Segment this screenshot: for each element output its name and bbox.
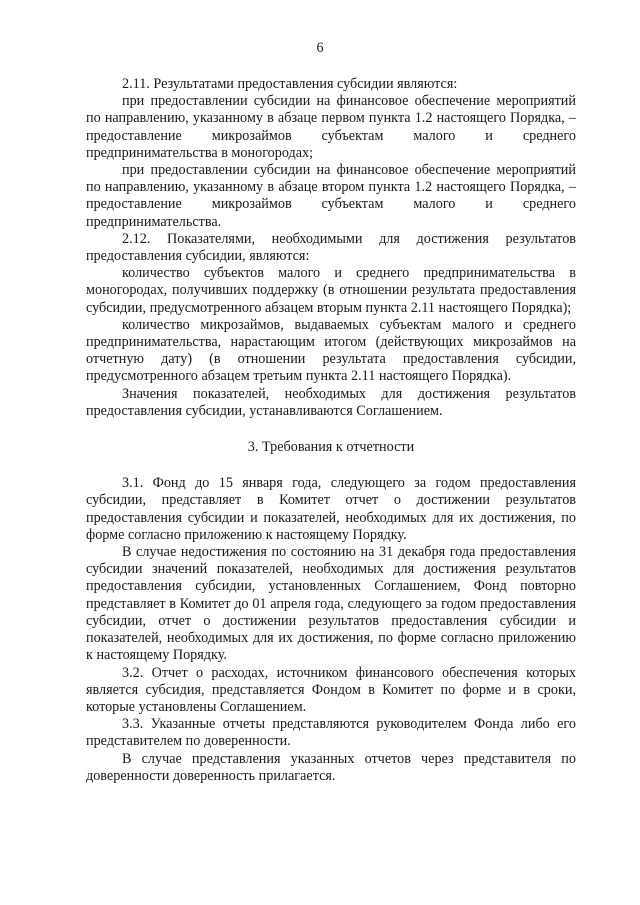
spacer: [86, 456, 576, 475]
paragraph-3-3: 3.3. Указанные отчеты представляются руководителем Фонда либо его представителем по доверенности.: [86, 716, 576, 750]
section-heading: 3. Требования к отчетности: [247, 439, 415, 456]
paragraph-3-2: 3.2. Отчет о расходах, источником финансового обеспечения которых является субсидия, представляется Фондом в Комитет по форме и в сроки, которые установлены Соглашением.: [86, 664, 576, 715]
page-number: 6: [316, 40, 324, 56]
paragraph-2-12-item-2: количество микрозаймов, выдаваемых субъектам малого и среднего предпринимательства, нарастающим итогом (действующих микрозаймов на отчетную дату) (в отношении результата предоставления субсидии, предусмотренного абзацем третьим пункта 2.11 настоящего Порядка).: [86, 316, 576, 385]
paragraph-3-3-power-of-attorney: В случае представления указанных отчетов через представителя по доверенности доверенность прилагается.: [86, 750, 576, 784]
spacer: [86, 420, 576, 439]
paragraph-3-1-repeat-report: В случае недостижения по состоянию на 31 декабря года предоставления субсидии значений показателей, необходимых для достижения результатов предоставления субсидии, установленных Соглашением, Фонд повторно представляет в Комитет до 01 апреля года, следующего за годом предоставления субсидии, отчет о достижении результатов предоставления субсидии и показателей, необходимых для их достижения, по форме согласно приложению к настоящему Порядку.: [86, 544, 576, 664]
paragraph-2-12-item-1: количество субъектов малого и среднего предпринимательства в моногородах, получивших поддержку (в отношении результата предоставления субсидии, предусмотренного абзацем вторым пункта 2.11 настоящего Порядка);: [86, 265, 576, 316]
paragraph-indicator-values: Значения показателей, необходимых для достижения результатов предоставления субсидии, устанавливаются Соглашением.: [86, 385, 576, 419]
paragraph-2-12: 2.12. Показателями, необходимыми для достижения результатов предоставления субсидии, являются:: [86, 230, 576, 265]
document-body: [86, 76, 576, 785]
paragraph-2-11-item-2: при предоставлении субсидии на финансовое обеспечение мероприятий по направлению, указанному в абзаце втором пункта 1.2 настоящего Порядка, – предоставление микрозаймов субъектам малого и среднего предпринимательства.: [86, 162, 576, 230]
paragraph-3-1: 3.1. Фонд до 15 января года, следующего за годом предоставления субсидии, представляет в Комитет отчет о достижении результатов предоставления субсидии и показателей, необходимых для их достижения, по форме согласно приложению к настоящему Порядку.: [86, 475, 576, 543]
paragraph-2-11: 2.11. Результатами предоставления субсидии являются:: [122, 76, 458, 92]
paragraph-2-11-item-1: при предоставлении субсидии на финансовое обеспечение мероприятий по направлению, указанному в абзаце первом пункта 1.2 настоящего Порядка, – предоставление микрозаймов субъектам малого и среднего предпринимательства в моногородах;: [86, 93, 576, 161]
